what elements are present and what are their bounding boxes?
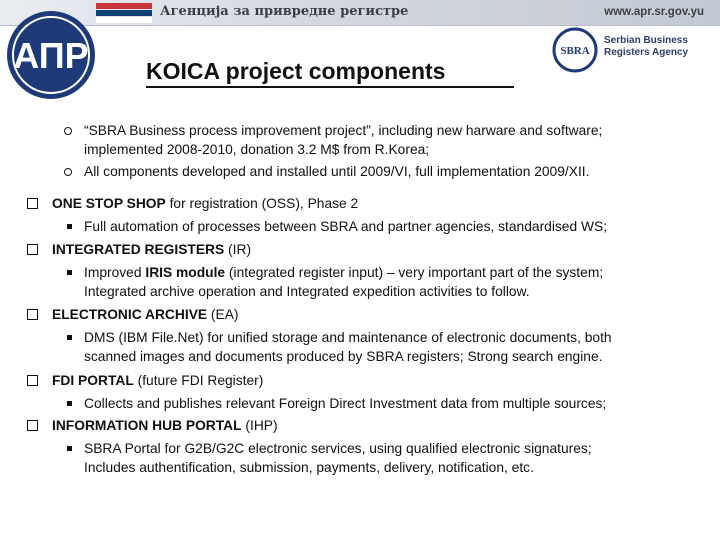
checkbox-bullet-icon xyxy=(27,244,38,255)
square-bullet-icon xyxy=(67,335,72,340)
circle-bullet-icon xyxy=(64,127,72,135)
apr-logo-text: АПР xyxy=(13,35,89,76)
checkbox-bullet-icon xyxy=(27,309,38,320)
component-ea-detail-line2: scanned images and documents produced by SBRA registers; Strong search engine. xyxy=(84,349,603,364)
page-title: KOICA project components xyxy=(146,58,446,84)
component-ihp: INFORMATION HUB PORTAL (IHP) xyxy=(52,418,278,433)
square-bullet-icon xyxy=(67,224,72,229)
component-ir-detail-line1: Improved IRIS module (integrated register input) – very important part of the system; xyxy=(84,265,604,280)
sbra-name-line2: Registers Agency xyxy=(604,47,689,58)
component-ihp-detail-line1: SBRA Portal for G2B/G2C electronic services, using qualified electronic signatures; xyxy=(84,441,592,456)
sbra-logo-text: SBRA xyxy=(560,45,590,57)
agency-url: www.apr.sr.gov.yu xyxy=(604,6,704,18)
checkbox-bullet-icon xyxy=(27,420,38,431)
checkbox-bullet-icon xyxy=(27,198,38,209)
component-fdi-detail: Collects and publishes relevant Foreign Direct Investment data from multiple sources; xyxy=(84,396,607,411)
square-bullet-icon xyxy=(67,446,72,451)
square-bullet-icon xyxy=(67,270,72,275)
component-ea: ELECTRONIC ARCHIVE (EA) xyxy=(52,307,239,322)
intro-item-1-line2: implemented 2008-2010, donation 3.2 M$ from R.Korea; xyxy=(84,142,430,157)
component-oss: ONE STOP SHOP for registration (OSS), Phase 2 xyxy=(52,196,359,211)
component-fdi: FDI PORTAL (future FDI Register) xyxy=(52,373,264,388)
component-ihp-detail-line2: Includes authentification, submission, payments, delivery, notification, etc. xyxy=(84,460,534,475)
component-ea-detail-line1: DMS (IBM File.Net) for unified storage and maintenance of electronic documents, both xyxy=(84,330,612,345)
agency-title: Агенција за привредне регистре xyxy=(160,4,409,19)
component-oss-detail: Full automation of processes between SBRA and partner agencies, standardised WS; xyxy=(84,219,608,234)
square-bullet-icon xyxy=(67,401,72,406)
checkbox-bullet-icon xyxy=(27,375,38,386)
intro-item-2-line1: All components developed and installed until 2009/VI, full implementation 2009/XII. xyxy=(84,164,590,179)
sbra-name-line1: Serbian Business xyxy=(604,35,688,46)
intro-item-1-line1: “SBRA Business process improvement project”, including new harware and software; xyxy=(84,123,603,138)
component-ir-detail-line2: Integrated archive operation and Integrated expedition activities to follow. xyxy=(84,284,530,299)
circle-bullet-icon xyxy=(64,168,72,176)
component-ir: INTEGRATED REGISTERS (IR) xyxy=(52,242,252,257)
